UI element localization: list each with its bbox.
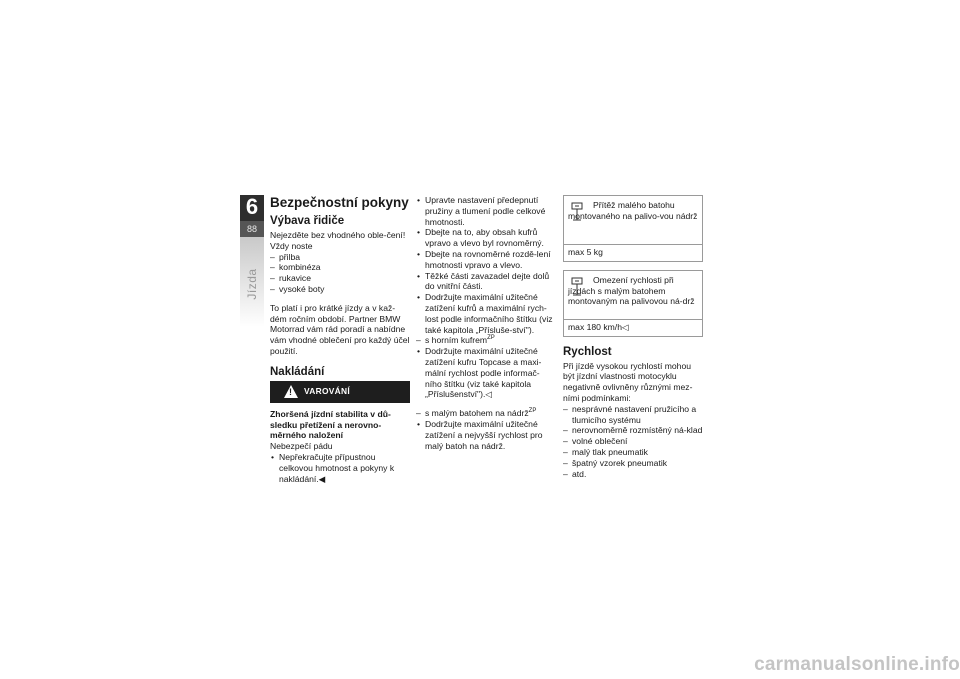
speed-heading: Rychlost (563, 345, 612, 358)
chapter-tab (240, 195, 264, 237)
warning-label: VAROVÁNÍ (304, 385, 350, 396)
list-item: • Dodržujte maximální užitečné zatížení kufrů a maximální rych-lost podle informačního štítku (viz také kapitola „Přísluše-ství"). (416, 292, 554, 335)
spec-text: Přítěž malého batohu montovaného na palivo-vou nádrž (568, 200, 698, 221)
spec-value: max 180 km/h◁ (564, 319, 702, 336)
column-2 (416, 195, 554, 451)
loading-instructions (416, 195, 554, 335)
list-item: – přilba (270, 252, 410, 263)
topcase-condition (416, 335, 554, 346)
speed-gauge-icon (571, 277, 583, 299)
list-item: • Upravte nastavení předepnutí pružiny a tlumení podle celkové hmotnosti. (416, 195, 554, 227)
tankbag-condition (416, 408, 554, 419)
rider-equipment-heading: Výbava řidiče (270, 215, 345, 227)
speed-intro: Při jízdě vysokou rychlostí mohou být jízdní vlastnosti motocyklu negativně ovlivněny různými mez-ními podmínkami: (563, 360, 693, 403)
tankbag-instructions (416, 419, 554, 451)
list-item: – nesprávné nastavení pružicího a tlumicího systému (563, 404, 703, 426)
spec-value: max 5 kg (564, 244, 702, 261)
loading-heading: Nakládání (270, 365, 325, 378)
list-item: • Dbejte na to, aby obsah kufrů vpravo a vlevo byl rovnoměrný. (416, 227, 554, 249)
column-3 (563, 195, 703, 479)
spec-description (564, 196, 702, 244)
spec-description (564, 271, 702, 319)
warning-list (270, 452, 410, 484)
chapter-side-title (240, 253, 264, 313)
chapter-title: Jízda (245, 268, 259, 300)
spec-text: Omezení rychlosti při jízdách s malým batohem montovaným na palivovou ná-drž (568, 274, 695, 307)
rider-intro: Nejezděte bez vhodného oble-čení! Vždy noste (270, 230, 406, 251)
warning-triangle-icon (284, 385, 298, 398)
list-item: – nerovnoměrně rozmístěný ná-klad (563, 425, 703, 436)
list-item (416, 335, 554, 346)
spec-box-speed-limit (563, 270, 703, 337)
list-item: • Dbejte na rovnoměrné rozdě-lení hmotnosti vpravo a vlevo. (416, 249, 554, 271)
section-title: Bezpečnostní pokyny (270, 195, 409, 210)
list-item: • Dodržujte maximální užitečné zatížení kufru Topcase a maxi-mální rychlost podle informač-ního štítku (viz také kapitola „Příslušenství").◁ (416, 346, 554, 400)
list-item: – malý tlak pneumatik (563, 447, 703, 458)
topcase-instructions (416, 346, 554, 400)
list-item (416, 408, 554, 419)
weight-gauge-icon (571, 202, 583, 224)
list-item: – atd. (563, 469, 703, 480)
watermark: carmanualsonline.info (754, 654, 960, 675)
rider-equipment-list (270, 252, 410, 295)
warning-title: Zhoršená jízdní stabilita v dů-sledku přetížení a nerovno-měrného naložení (270, 408, 391, 441)
chapter-number: 6 (245, 194, 259, 219)
list-item: – volné oblečení (563, 436, 703, 447)
optional-accessory-mark: ZP (528, 408, 537, 415)
list-item: • Nepřekračujte přípustnou celkovou hmotnost a pokyny k nakládání.◀ (270, 452, 410, 484)
optional-accessory-mark: ZP (487, 335, 495, 342)
list-item: – kombinéza (270, 262, 410, 273)
condition-text: s horním kufrem (425, 335, 488, 346)
spec-box-tankbag-load (563, 195, 703, 262)
list-item: • Dodržujte maximální užitečné zatížení a nejvyšší rychlost pro malý batoh na nádrž. (416, 419, 554, 451)
condition-text: s malým batohem na nádrž (425, 408, 529, 419)
speed-conditions-list (563, 404, 703, 480)
column-1 (270, 195, 410, 484)
list-item: – rukavice (270, 273, 410, 284)
page-number: 88 (240, 221, 264, 237)
list-item: – špatný vzorek pneumatik (563, 458, 703, 469)
warning-banner (270, 381, 410, 403)
warning-subtitle: Nebezpečí pádu (270, 441, 333, 452)
rider-note: To platí i pro krátké jízdy a v kaž-dém ročním období. Partner BMW Motorrad vám rád poradí a nabídne vám vhodné oblečení pro každý účel použití. (270, 302, 410, 356)
list-item: – vysoké boty (270, 284, 410, 295)
list-item: • Těžké části zavazadel dejte dolů do vnitřní části. (416, 271, 554, 293)
